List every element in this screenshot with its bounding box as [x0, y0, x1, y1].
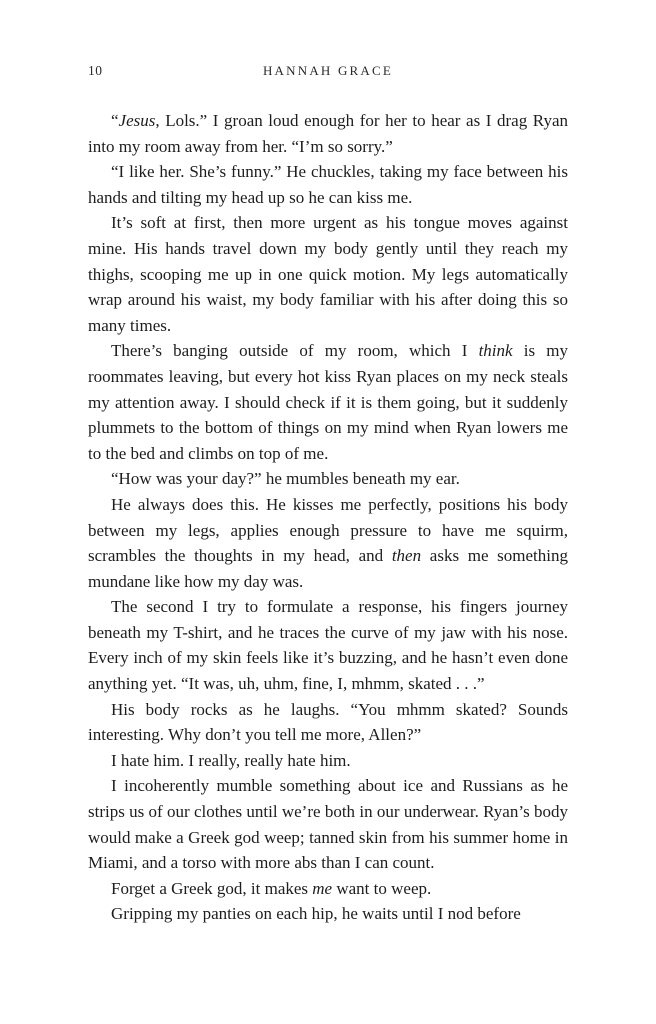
- text-run: is my roommates leaving, but every hot kiss Ryan places on my neck steals my attention away. I should check if it is them going, but it suddenly plummets to the bottom of things on my mind when Ryan lowers me to the bed and climbs on top of me.: [88, 341, 569, 463]
- paragraph: [88, 492, 568, 594]
- text-run: Gripping my panties on each hip, he waits until I nod before: [111, 904, 521, 924]
- italic-text-run: think: [478, 341, 513, 361]
- paragraph: [88, 773, 568, 875]
- paragraph: [88, 466, 568, 492]
- text-run: “I like her. She’s funny.” He chuckles, taking my face between his hands and tilting my head up so he can kiss me.: [88, 162, 568, 207]
- text-run: His body rocks as he laughs. “You mhmm skated? Sounds interesting. Why don’t you tell me more, Allen?”: [88, 699, 568, 745]
- italic-text-run: Jesus: [118, 111, 156, 130]
- text-run: I hate him. I really, really hate him.: [111, 750, 351, 770]
- paragraph: [88, 594, 568, 696]
- text-run: The second I try to formulate a response, his fingers journey beneath my T-shirt, and he traces the curve of my jaw with his nose. Every inch of my skin feels like it’s buzzing, and he hasn’t even done anything yet. “It was, uh, uhm, fine, I, mhmm, skated . . .”: [88, 597, 568, 694]
- paragraph: [88, 210, 568, 338]
- text-run: asks me something mundane like how my day was.: [88, 546, 568, 591]
- running-header-title: HANNAH GRACE: [262, 63, 394, 78]
- paragraph: [88, 876, 568, 902]
- text-run: Forget a Greek god, it makes: [111, 878, 313, 898]
- paragraph: [88, 338, 568, 466]
- text-run: He always does this. He kisses me perfectly, positions his body between my legs, applies enough pressure to have me squirm, scrambles the thoughts in my head, and: [88, 494, 568, 566]
- text-run: “: [111, 111, 119, 130]
- paragraph: [88, 748, 568, 774]
- text-run: , Lols.” I groan loud enough for her to hear as I drag Ryan into my room away from her. “I’m so sorry.”: [88, 111, 568, 156]
- page-header: [88, 62, 568, 80]
- text-run: There’s banging outside of my room, which I: [111, 341, 479, 361]
- text-run: want to weep.: [332, 878, 432, 898]
- text-run: “How was your day?” he mumbles beneath my ear.: [111, 469, 460, 489]
- text-run: I incoherently mumble something about ice and Russians as he strips us of our clothes until we’re both in our underwear. Ryan’s body would make a Greek god weep; tanned skin from his summer home in Miami, and a torso with more abs than I can count.: [88, 776, 568, 873]
- italic-text-run: me: [312, 878, 333, 898]
- page-number: 10: [88, 63, 103, 78]
- text-run: It’s soft at first, then more urgent as his tongue moves against mine. His hands travel down my body gently until they reach my thighs, scooping me up in one quick motion. My legs automatically wrap around his waist, my body familiar with his after doing this so many times.: [88, 213, 568, 335]
- italic-text-run: then: [391, 546, 422, 566]
- paragraph: [88, 901, 568, 927]
- paragraph: [88, 697, 568, 748]
- paragraph: [88, 108, 568, 159]
- page-body: [88, 108, 568, 927]
- paragraph: [88, 159, 568, 210]
